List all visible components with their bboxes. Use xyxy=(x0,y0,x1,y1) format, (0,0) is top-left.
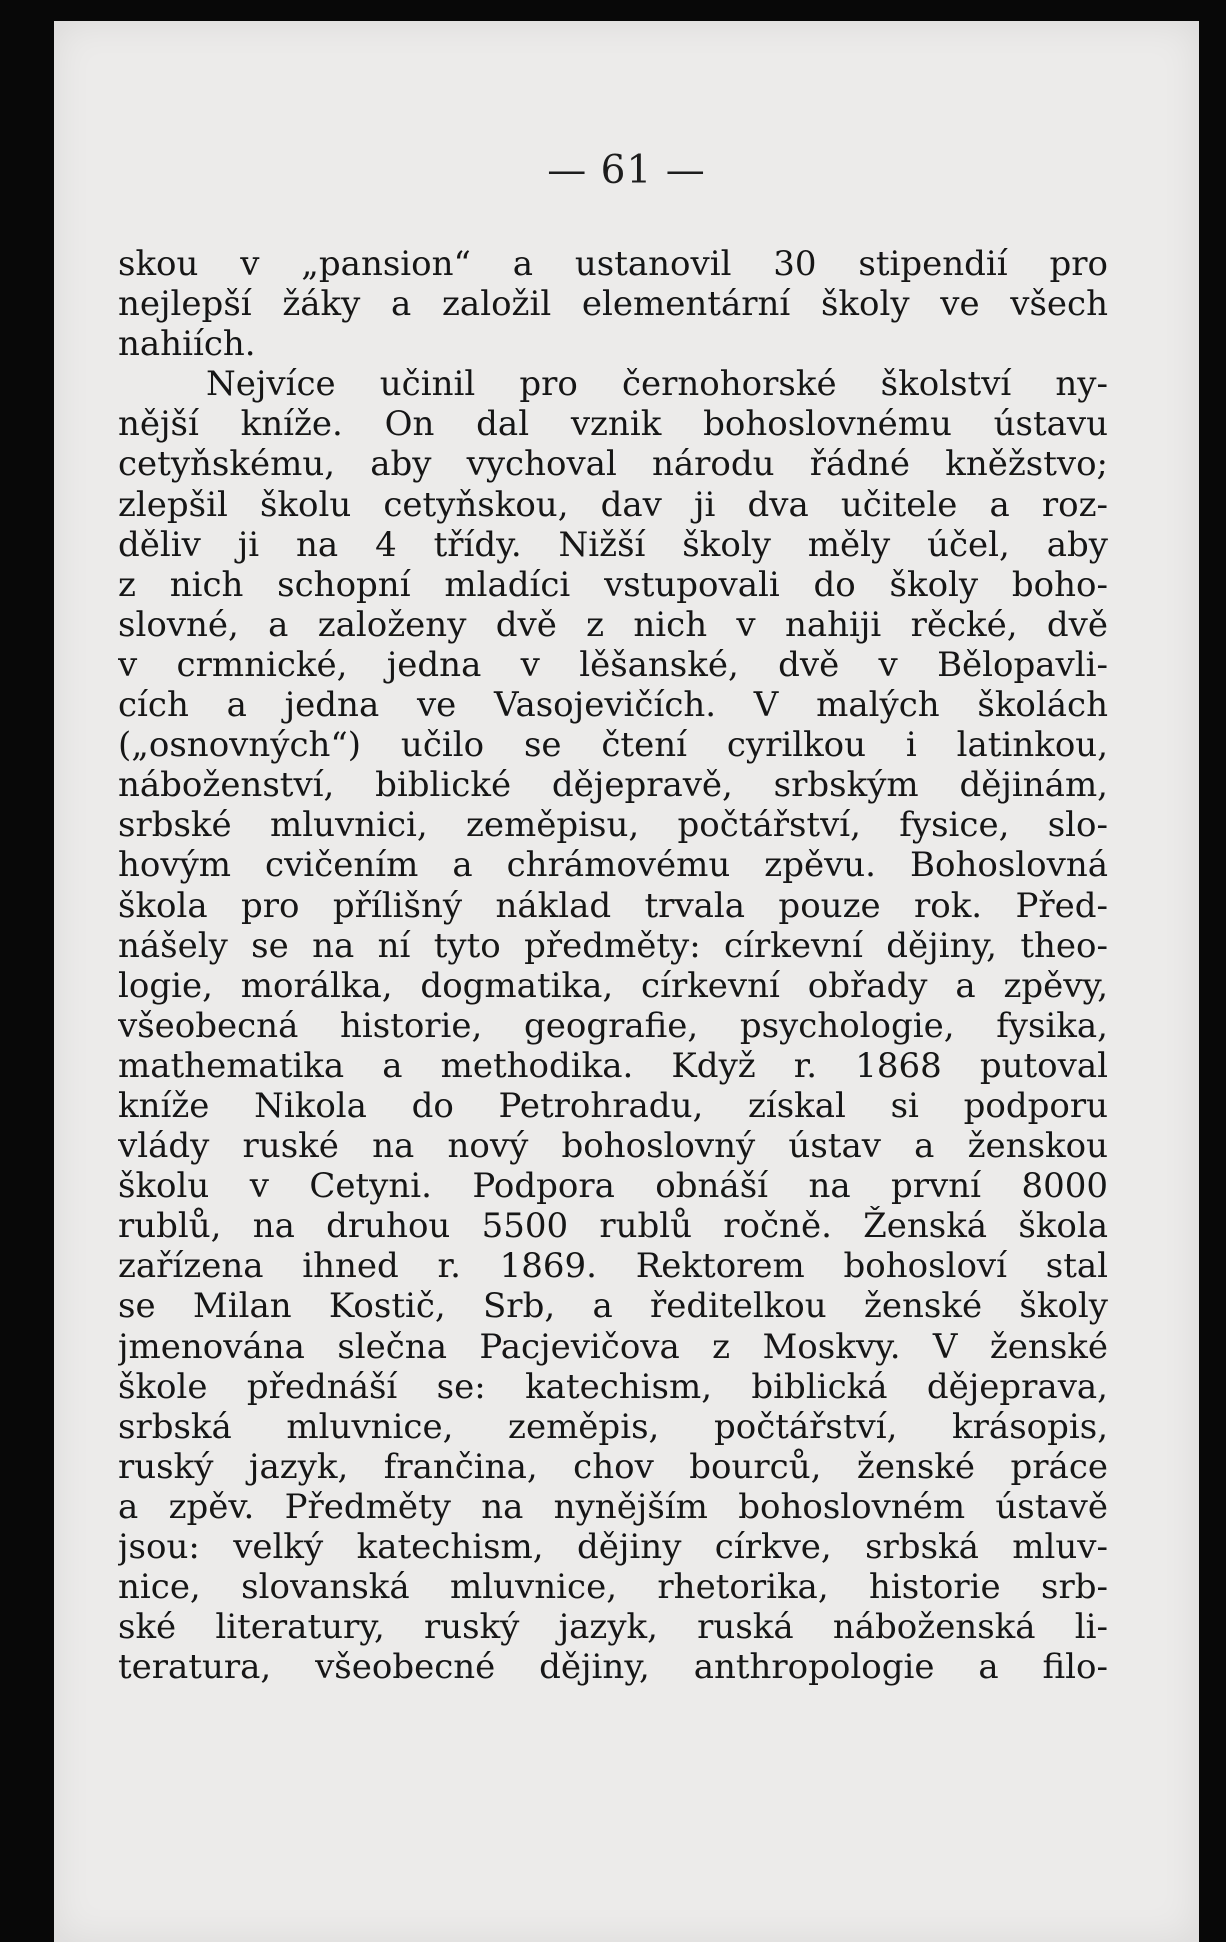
text-line: v crmnické, jedna v lěšanské, dvě v Bělopavli- xyxy=(118,644,1108,685)
text-line: kníže Nikola do Petrohradu, získal si podporu xyxy=(118,1085,1108,1126)
text-line: rublů, na druhou 5500 rublů ročně. Ženská škola xyxy=(118,1206,1108,1247)
text-line: děliv ji na 4 třídy. Nižší školy měly účel, aby xyxy=(118,524,1108,565)
text-line: hovým cvičením a chrámovému zpěvu. Bohoslovná xyxy=(118,845,1108,886)
book-page xyxy=(54,21,1199,1942)
page-number: — 61 — xyxy=(547,148,706,193)
text-line: zlepšil školu cetyňskou, dav ji dva učitele a roz- xyxy=(118,484,1108,525)
body-text xyxy=(118,244,1108,1687)
text-line: srbské mluvnici, zeměpisu, počtářství, fysice, slo- xyxy=(118,805,1108,846)
text-line: slovné, a založeny dvě z nich v nahiji rěcké, dvě xyxy=(118,604,1108,645)
text-line: mathematika a methodika. Když r. 1868 putoval xyxy=(118,1045,1108,1086)
text-line: škole přednáší se: katechism, biblická dějeprava, xyxy=(118,1366,1108,1407)
text-line: ruský jazyk, frančina, chov bourců, ženské práce xyxy=(118,1446,1108,1487)
text-line: teratura, všeobecné dějiny, anthropologie a filo- xyxy=(118,1647,1108,1688)
text-line: cetyňskému, aby vychoval národu řádné kněžstvo; xyxy=(118,444,1108,485)
text-line: zařízena ihned r. 1869. Rektorem bohosloví stal xyxy=(118,1246,1108,1287)
text-line: z nich schopní mladíci vstupovali do školy boho- xyxy=(118,564,1108,605)
text-line: všeobecná historie, geografie, psychologie, fysika, xyxy=(118,1005,1108,1046)
text-line: Nejvíce učinil pro černohorské školství ny- xyxy=(206,364,1108,405)
text-line: nice, slovanská mluvnice, rhetorika, historie srb- xyxy=(118,1567,1108,1608)
text-line: nější kníže. On dal vznik bohoslovnému ústavu xyxy=(118,404,1108,445)
text-line: a zpěv. Předměty na nynějším bohoslovném ústavě xyxy=(118,1486,1108,1527)
text-line: školu v Cetyni. Podpora obnáší na první 8000 xyxy=(118,1166,1108,1207)
text-line: logie, morálka, dogmatika, církevní obřady a zpěvy, xyxy=(118,965,1108,1006)
text-line: („osnovných“) učilo se čtení cyrilkou i latinkou, xyxy=(118,725,1108,766)
text-line: skou v „pansion“ a ustanovil 30 stipendií pro xyxy=(118,244,1108,284)
text-line: nejlepší žáky a založil elementární školy ve všech xyxy=(118,284,1108,325)
text-line: nahiích. xyxy=(118,324,256,365)
text-line: jmenována slečna Pacjevičova z Moskvy. V ženské xyxy=(118,1326,1108,1367)
text-line: náboženství, biblické dějepravě, srbským dějinám, xyxy=(118,765,1108,806)
text-line: se Milan Kostič, Srb, a ředitelkou ženské školy xyxy=(118,1286,1108,1327)
text-line: vlády ruské na nový bohoslovný ústav a ženskou xyxy=(118,1126,1108,1167)
text-line: jsou: velký katechism, dějiny církve, srbská mluv- xyxy=(118,1527,1108,1567)
text-line: srbská mluvnice, zeměpis, počtářství, krásopis, xyxy=(118,1406,1108,1447)
text-line: ské literatury, ruský jazyk, ruská náboženská li- xyxy=(118,1607,1108,1648)
text-line: nášely se na ní tyto předměty: církevní dějiny, theo- xyxy=(118,925,1108,966)
text-line: cích a jedna ve Vasojevičích. V malých školách xyxy=(118,685,1108,726)
text-line: škola pro přílišný náklad trvala pouze rok. Před- xyxy=(118,885,1108,926)
